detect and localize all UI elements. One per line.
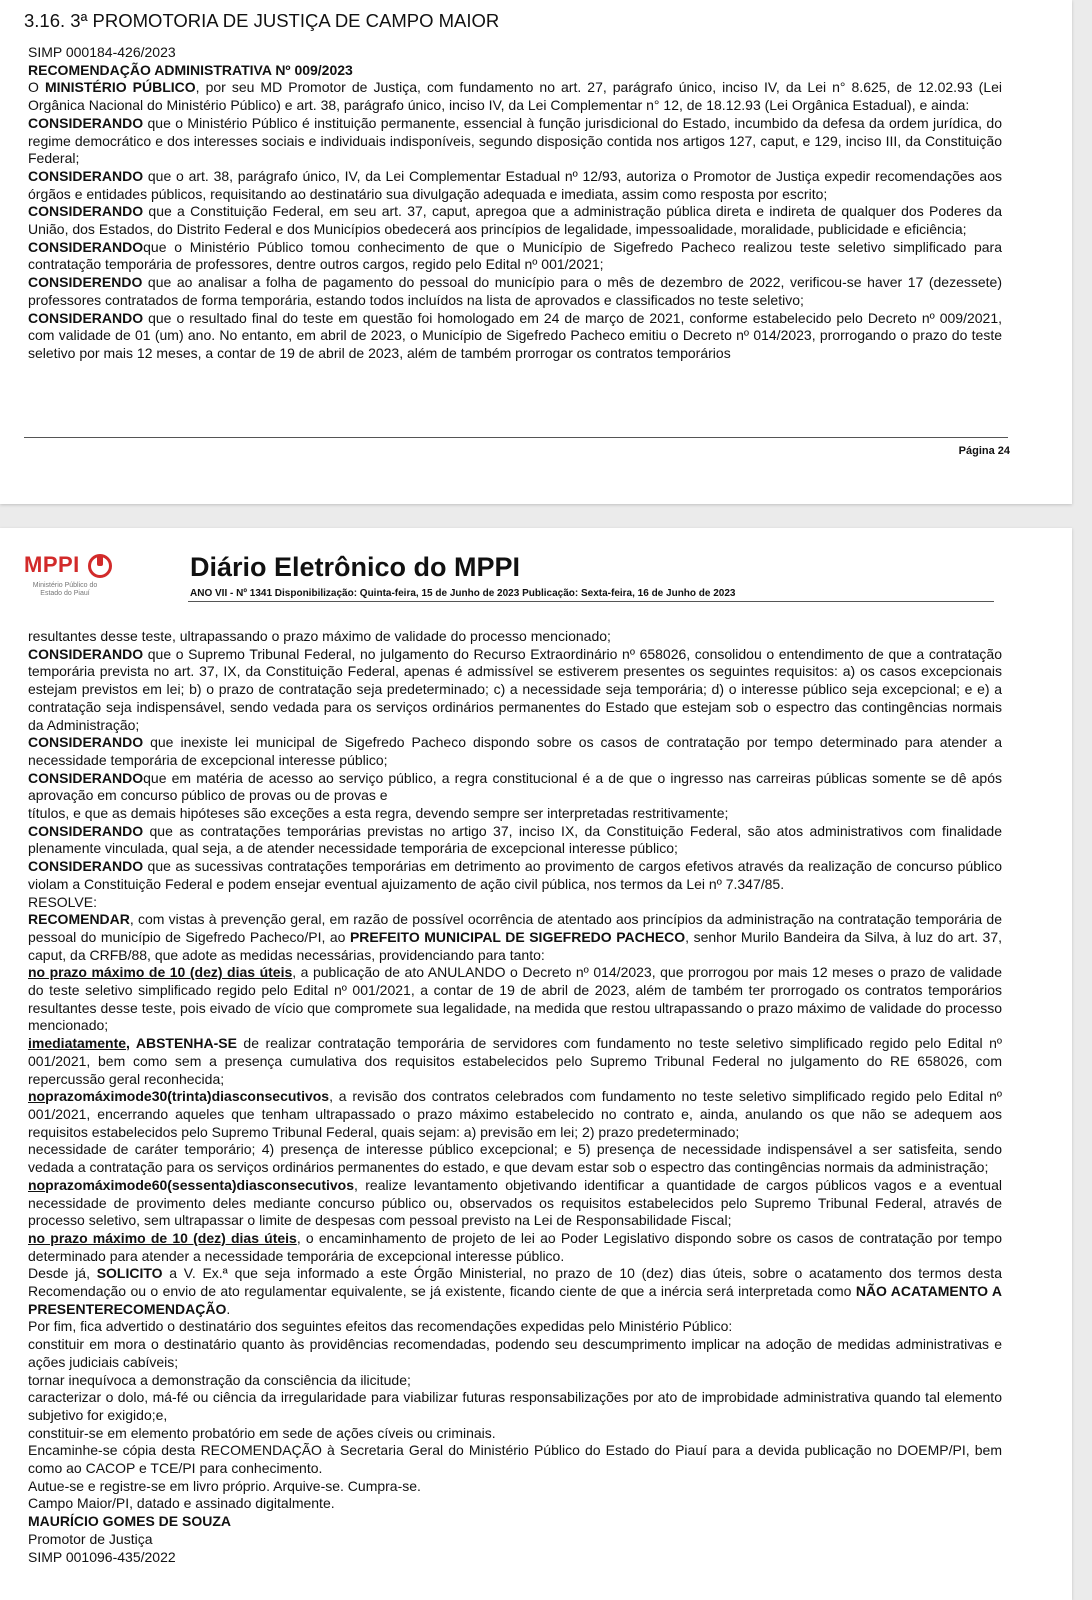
measure-item: no prazo máximo de 10 (dez) dias úteis, a publicação de ato ANULANDO o Decreto nº 014/2023, que prorrogou por mais 12 meses o prazo de validade do teste seletivo simplificado regido pelo Edital nº 001/2021, a contar de 19 de abril de 2023, além de também ter prorrogado os contratos temporários resultantes desse teste, pois eivado de vício que compromete sua legalidade, na medida que restou ultrapassando o prazo máximo de validade do processo mencionado; [28, 964, 1002, 1034]
place-date: Campo Maior/PI, datado e assinado digitalmente. [28, 1495, 335, 1512]
considerando-continuation: títulos, e que as demais hipóteses são exceções a esta regra, devendo sempre ser interpretadas restritivamente; [28, 805, 729, 822]
considerando-paragraph: CONSIDERANDO que o art. 38, parágrafo único, IV, da Lei Complementar Estadual nº 12/93, autoriza o Promotor de Justiça expedir recomendações aos órgãos e entidades públicos, requisitando ao destinatário sua divulgação adequada e imediata, assim como resposta por escrito; [28, 167, 1002, 202]
measure-item-continuation: necessidade de caráter temporário; 4) presença de interesse público excepcional; e 5) presença de necessidade indispensável a ser satisfeita, sendo vedada a contratação para os serviços ordinários permanentes do estado, e que devam estar sob o espectro das contingências normais da administração; [28, 1141, 1002, 1176]
request-paragraph: Desde já, SOLICITO a V. Ex.ª que seja informado a este Órgão Ministerial, no prazo de 10 (dez) dias úteis, sobre o acatamento dos termos desta Recomendação ou o envio de ato regulamentar equivalente, se já existente, ficando ciente de que a inércia será interpretada como NÃO ACATAMENTO A PRESENTERECOMENDAÇÃO. [28, 1265, 1002, 1317]
page-number: Página 24 [958, 445, 1010, 457]
simp-number: SIMP 000184-426/2023 [28, 44, 176, 60]
diary-title: Diário Eletrônico do MPPI [190, 552, 521, 582]
document-body [28, 44, 1002, 363]
considerando-paragraph: CONSIDERANDOque o Ministério Público tomou conhecimento de que o Município de Sigefredo Pacheco realizou teste seletivo simplificado para contratação temporária de professores, dentre outros cargos, regido pelo Edital nº 001/2021; [28, 238, 1002, 273]
considerando-paragraph: CONSIDERANDO que a Constituição Federal, em seu art. 37, caput, apregoa que a administração pública direta e indireta de qualquer dos Poderes da União, dos Estados, do Distrito Federal e dos Municípios obedecerá aos princípios de legalidade, impessoalidade, moralidade, publicidade e eficiência; [28, 203, 1002, 238]
intro-paragraph: O MINISTÉRIO PÚBLICO, por seu MD Promotor de Justiça, com fundamento no art. 27, parágrafo único, inciso IV, da Lei n° 8.625, de 12.02.93 (Lei Orgânica Nacional do Ministério Público) e art. 38, parágrafo único, inciso IV, da Lei Complementar n° 12, de 18.12.93 (Lei Orgânica Estadual), e ainda: [28, 79, 1002, 114]
considerando-paragraph: CONSIDERANDO que inexiste lei municipal de Sigefredo Pacheco dispondo sobre os casos de contratação por tempo determinado para atender a necessidade temporária de excepcional interesse público; [28, 734, 1002, 768]
considerando-paragraph: CONSIDERENDO que ao analisar a folha de pagamento do pessoal do município para o mês de dezembro de 2022, verificou-se haver 17 (dezessete) professores contratados de forma temporária, estando todos incluídos na lista de aprovados e classificados no teste seletivo; [28, 274, 1002, 308]
closing-paragraph: Autue-se e registre-se em livro próprio. Arquive-se. Cumpra-se. [28, 1477, 421, 1494]
signer-role: Promotor de Justiça [28, 1530, 153, 1547]
header-divider [188, 601, 994, 602]
signer-name: MAURÍCIO GOMES DE SOUZA [28, 1513, 232, 1530]
recommendation-title: RECOMENDAÇÃO ADMINISTRATIVA Nº 009/2023 [28, 61, 353, 78]
closing-paragraph: Encaminhe-se cópia desta RECOMENDAÇÃO à Secretaria Geral do Ministério Público do Estado do Piauí para a devida publicação no DOEMP/PI, bem como ao CACOP e TCE/PI para conhecimento. [28, 1442, 1002, 1477]
considerando-paragraph: CONSIDERANDO que as contratações temporárias previstas no artigo 37, inciso IX, da Constituição Federal, são atos administrativos com finalidade plenamente vinculada, qual seja, a de atender necessidade temporária de excepcional interesse público; [28, 822, 1002, 857]
measure-item: imediatamente, ABSTENHA-SE de realizar contratação temporária de servidores com fundamento no teste seletivo simplificado regido pelo Edital nº 001/2021, bem como sem a presença cumulativa dos requisitos estabelecidos pelo Supremo Tribunal Federal no julgamento do RE 658026, com repercussão geral reconhecida; [28, 1035, 1002, 1087]
considerando-paragraph: CONSIDERANDO que o resultado final do teste em questão foi homologado em 24 de março de 2021, conforme estabelecido pelo Decreto nº 009/2021, com validade de 01 (um) ano. No entanto, em abril de 2023, o Município de Sigefredo Pacheco emitiu o Decreto nº 014/2023, prorrogando o prazo do teste seletivo por mais 12 meses, a contar de 19 de abril de 2023, além de também prorrogar os contratos temporários [28, 309, 1002, 361]
closing-paragraph: Por fim, fica advertido o destinatário dos seguintes efeitos das recomendações expedidas pelo Ministério Público: [28, 1318, 733, 1335]
considerando-paragraph: CONSIDERANDO que as sucessivas contratações temporárias em detrimento ao provimento de cargos efetivos através da realização de concurso público violam a Constituição Federal e podem ensejar eventual ajuizamento de ação civil pública, nos termos da Lei nº 7.347/85. [28, 858, 1002, 892]
section-title: 3.16. 3ª PROMOTORIA DE JUSTIÇA DE CAMPO MAIOR [24, 10, 500, 31]
continued-paragraph: resultantes desse teste, ultrapassando o prazo máximo de validade do processo mencionado; [28, 628, 611, 644]
considerando-paragraph: CONSIDERANDOque em matéria de acesso ao serviço público, a regra constitucional é a de que o ingresso nas carreiras públicas somente se dê após aprovação em concurso público de provas ou de provas e [28, 769, 1002, 804]
closing-paragraph: constituir-se em elemento probatório em sede de ações cíveis ou criminais. [28, 1424, 496, 1441]
page-25 [0, 528, 1072, 1600]
power-icon [88, 554, 112, 578]
measure-item: no prazo máximo de 10 (dez) dias úteis, o encaminhamento de projeto de lei ao Poder Legislativo dispondo sobre os casos de contratação por tempo determinado para atender a necessidade temporária de excepcional interesse público. [28, 1229, 1003, 1264]
considerando-paragraph: CONSIDERANDO que o Supremo Tribunal Federal, no julgamento do Recurso Extraordinário nº 658026, consolidou o entendimento de que a contratação temporária prevista no art. 37, IX, da Constituição Federal, apenas é admissível se estiverem presentes os seguintes requisitos: a) os casos excepcionais estejam previstos em lei; b) o prazo de contratação seja predeterminado; c) a necessidade seja temporária; d) o interesse público seja excepcional; e e) a contratação seja indispensável, sendo vedada para os serviços ordinários permanentes do Estado que estejam sob o espectro das contingências normais da Administração; [28, 645, 1002, 733]
closing-paragraph: caracterizar o dolo, má-fé ou ciência da irregularidade para viabilizar futuras responsabilizações por ato de improbidade administrativa quando tal elemento subjetivo for exigido;e, [28, 1389, 1002, 1423]
considerando-paragraph: CONSIDERANDO que o Ministério Público é instituição permanente, essencial à função jurisdicional do Estado, incumbido da defesa da ordem jurídica, do regime democrático e dos interesses sociais e individuais indisponíveis, segundo disposição contida nos artigos 127, caput, e 129, inciso III, da Constituição Federal; [28, 114, 1002, 167]
closing-paragraph: constituir em mora o destinatário quanto às providências recomendadas, podendo seu descumprimento implicar na adoção de medidas administrativas e ações judiciais cabíveis; [28, 1336, 1002, 1370]
page-24 [0, 0, 1072, 504]
measure-item: noprazomáximode30(trinta)diasconsecutivos, a revisão dos contratos celebrados com fundamento no teste seletivo simplificado regido pelo Edital nº 001/2021, encerrando aqueles que tenham ultrapassado o prazo máximo estabelecido no contrato e, ainda, anulando os que não se adequem aos requisitos estabelecidos pelo Supremo Tribunal Federal, quais sejam: a) previsão em lei; 2) prazo predeterminado; [28, 1088, 1002, 1140]
recommendation-paragraph: RECOMENDAR, com vistas à prevenção geral, em razão de possível ocorrência de atentado aos princípios da administração na contratação temporária de pessoal do município de Sigefredo Pacheco/PI, ao PREFEITO MUNICIPAL DE SIGEFREDO PACHECO, senhor Murilo Bandeira da Silva, à luz do art. 37, caput, da CRFB/88, que adote as medidas necessárias, providenciando para tanto: [28, 911, 1002, 963]
resolve-heading: RESOLVE: [28, 893, 97, 910]
closing-paragraph: tornar inequívoca a demonstração da consciência da ilicitude; [28, 1371, 411, 1388]
document-body [28, 628, 1002, 1566]
measure-item: noprazomáximode60(sessenta)diasconsecutivos, realize levantamento objetivando identificar a quantidade de cargos públicos vagos e a eventual necessidade de provimento deles mediante concurso público ou, observados os requisitos estabelecidos pelo Supremo Tribunal Federal, através de processo seletivo, sem ultrapassar o limite de despesas com pessoal previsto na Lei de Responsabilidade Fiscal; [28, 1176, 1002, 1229]
diary-edition-info: ANO VII - Nº 1341 Disponibilização: Quinta-feira, 15 de Junho de 2023 Publicação: Sexta-feira, 16 de Junho de 2023 [190, 588, 736, 599]
mppi-logo: MPPI Ministério Público do Estado do Piauí [24, 552, 134, 618]
simp-number: SIMP 001096-435/2022 [28, 1548, 176, 1565]
footer-divider [24, 437, 1008, 438]
